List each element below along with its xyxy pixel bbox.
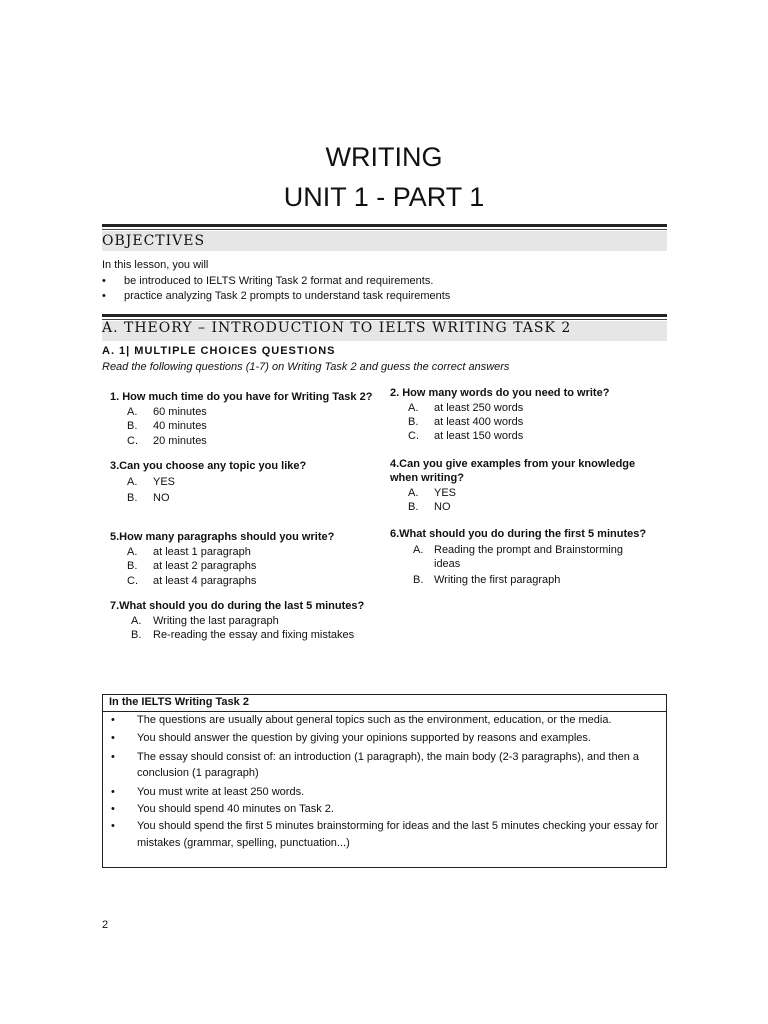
- q5-option-b-letter: B.: [127, 560, 138, 572]
- info-item-6: [111, 818, 666, 852]
- q6-option-a-letter: A.: [413, 544, 424, 556]
- info-item-5: [111, 801, 666, 817]
- q1-option-c: 20 minutes: [153, 435, 207, 447]
- q1-option-b-letter: B.: [127, 420, 138, 432]
- q4-option-b: NO: [434, 501, 451, 513]
- info-item-2-text: You should answer the question by giving your opinions supported by reasons and examples.: [137, 732, 591, 744]
- q5-option-b: at least 2 paragraphs: [153, 560, 257, 572]
- q4-option-a-letter: A.: [408, 487, 419, 499]
- theory-heading: [102, 321, 667, 341]
- question-3: 3.Can you choose any topic you like?: [110, 460, 307, 472]
- objectives-rule-thick: [102, 224, 667, 227]
- info-item-1: [111, 712, 666, 728]
- objectives-intro: In this lesson, you will: [102, 259, 209, 271]
- theory-rule-thick: [102, 314, 667, 317]
- title-line-2: UNIT 1 - PART 1: [283, 182, 485, 212]
- question-7: 7.What should you do during the last 5 minutes?: [110, 600, 365, 612]
- bullet-dot: •: [102, 275, 106, 287]
- q5-option-a-letter: A.: [127, 546, 138, 558]
- title-line-1: WRITING: [325, 142, 443, 172]
- q6-option-a-cont: ideas: [434, 558, 461, 570]
- q1-option-c-letter: C.: [127, 435, 138, 447]
- q2-option-c: at least 150 words: [434, 430, 524, 442]
- info-item-2: [111, 730, 666, 746]
- objectives-heading: OBJECTIVES: [102, 231, 667, 251]
- theory-heading-text: A. THEORY – INTRODUCTION TO IELTS WRITING TASK 2: [102, 320, 572, 336]
- info-box-heading: [103, 695, 666, 712]
- bullet-dot: •: [111, 820, 115, 832]
- info-item-4: [111, 784, 666, 800]
- info-item-6-text: You should spend the first 5 minutes brainstorming for ideas and the last 5 minutes checking your essay for mistakes (grammar, spelling, punctuation...): [137, 820, 659, 849]
- objectives-rule-thin: [102, 229, 667, 230]
- info-item-1-text: The questions are usually about general topics such as the environment, education, or the media.: [137, 714, 612, 726]
- info-box-heading-text: In the IELTS Writing Task 2: [109, 696, 249, 708]
- theory-instruction: Read the following questions (1-7) on Writing Task 2 and guess the correct answers: [102, 361, 510, 373]
- q3-option-a-letter: A.: [127, 476, 138, 488]
- objective-item-2: practice analyzing Task 2 prompts to understand task requirements: [124, 290, 451, 302]
- q1-option-a-letter: A.: [127, 406, 138, 418]
- question-5: 5.How many paragraphs should you write?: [110, 531, 335, 543]
- q3-option-b-letter: B.: [127, 492, 138, 504]
- bullet-dot: •: [111, 786, 115, 798]
- q2-option-a-letter: A.: [408, 402, 419, 414]
- q6-option-a: Reading the prompt and Brainstorming: [434, 544, 623, 556]
- q7-option-b-letter: B.: [131, 629, 142, 641]
- page-number: 2: [102, 919, 109, 931]
- question-4-line-2: when writing?: [390, 472, 464, 484]
- question-4-line-1: 4.Can you give examples from your knowledge: [390, 458, 636, 470]
- question-6: 6.What should you do during the first 5 minutes?: [390, 528, 647, 540]
- info-item-5-text: You should spend 40 minutes on Task 2.: [137, 803, 334, 815]
- q2-option-a: at least 250 words: [434, 402, 524, 414]
- theory-subheading: A. 1| MULTIPLE CHOICES QUESTIONS: [102, 345, 336, 357]
- q2-option-c-letter: C.: [408, 430, 419, 442]
- q5-option-c: at least 4 paragraphs: [153, 575, 257, 587]
- q7-option-a-letter: A.: [131, 615, 142, 627]
- bullet-dot: •: [111, 751, 115, 763]
- bullet-dot: •: [111, 714, 115, 726]
- q7-option-a: Writing the last paragraph: [153, 615, 279, 627]
- q5-option-c-letter: C.: [127, 575, 138, 587]
- q3-option-b: NO: [153, 492, 170, 504]
- q6-option-b-letter: B.: [413, 574, 424, 586]
- q7-option-b: Re-reading the essay and fixing mistakes: [153, 629, 355, 641]
- info-box: [102, 694, 667, 868]
- q6-option-b: Writing the first paragraph: [434, 574, 561, 586]
- q2-option-b: at least 400 words: [434, 416, 524, 428]
- q4-option-b-letter: B.: [408, 501, 419, 513]
- q1-option-b: 40 minutes: [153, 420, 207, 432]
- info-item-3-text: The essay should consist of: an introduction (1 paragraph), the main body (2-3 paragraphs), and then a conclusion (1 paragraph): [137, 751, 640, 779]
- info-item-3: [111, 749, 666, 781]
- q5-option-a: at least 1 paragraph: [153, 546, 251, 558]
- q3-option-a: YES: [153, 476, 176, 488]
- objective-item-1: be introduced to IELTS Writing Task 2 format and requirements.: [124, 275, 434, 287]
- question-1: 1. How much time do you have for Writing Task 2?: [110, 391, 373, 403]
- bullet-dot: •: [111, 803, 115, 815]
- q4-option-a: YES: [434, 487, 457, 499]
- bullet-dot: •: [111, 732, 115, 744]
- q1-option-a: 60 minutes: [153, 406, 207, 418]
- q2-option-b-letter: B.: [408, 416, 419, 428]
- question-2: 2. How many words do you need to write?: [390, 387, 610, 399]
- bullet-dot: •: [102, 290, 106, 302]
- info-item-4-text: You must write at least 250 words.: [137, 786, 305, 798]
